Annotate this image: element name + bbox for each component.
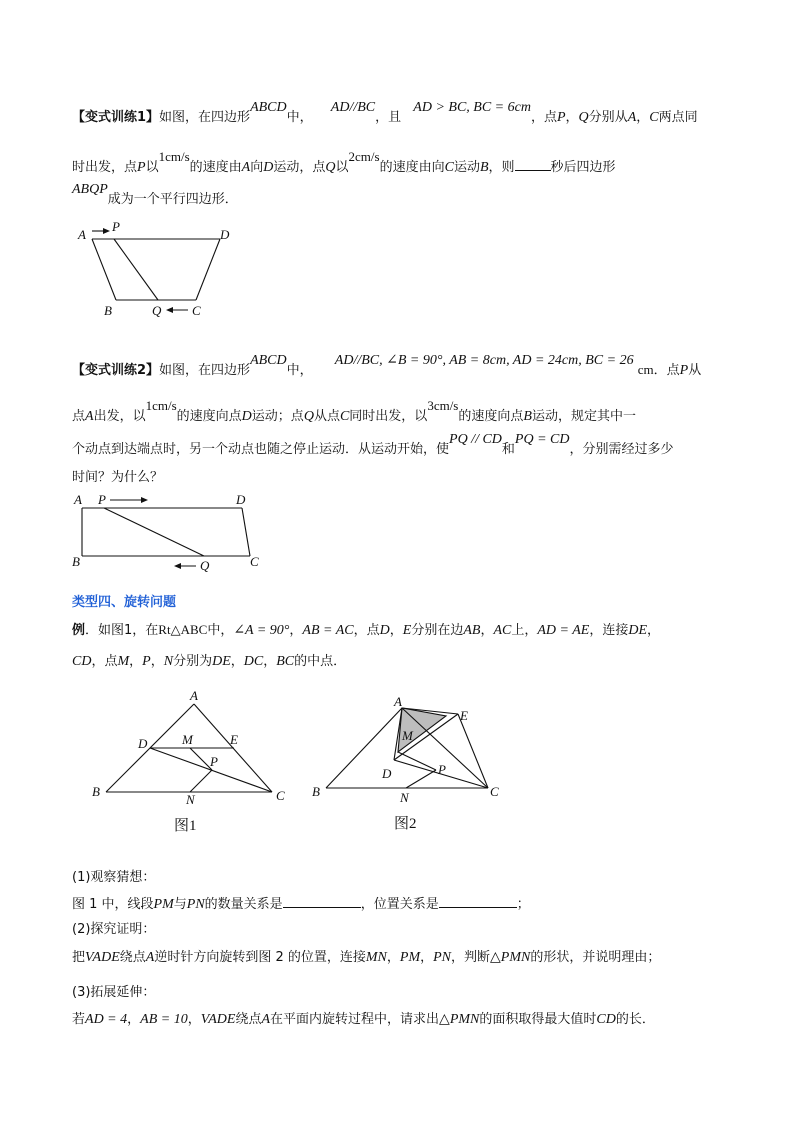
q3-heading: (3)拓展延伸： [72, 985, 156, 1000]
q1-line: 图 1 中，线段PM与PN的数量关系是 ，位置关系是 ； [72, 893, 530, 915]
fig3-label-p: P [210, 754, 218, 769]
fig3-label-m: M [182, 732, 193, 747]
fig4-label-m: M [402, 728, 413, 743]
fig4-label-p: P [438, 762, 446, 777]
fig4-label-n: N [400, 790, 409, 805]
fig3-label-c: C [276, 788, 285, 803]
fig1-label-q: Q [152, 303, 162, 318]
fig4-label-d: D [382, 766, 392, 781]
fig4-label-e: E [460, 708, 468, 723]
ex1-tag: 【变式训练1】 [72, 110, 160, 125]
q3-line: 若AD = 4，AB = 10，VADE绕点A在平面内旋转过程中，请求出△PMN的面积取得最大值时CD的长． [72, 1012, 655, 1027]
fig4-label-b: B [312, 784, 320, 799]
ex2-figure [70, 490, 270, 575]
fig3-label-b: B [92, 784, 100, 799]
fig2-label-p: P [98, 492, 106, 507]
ex1-answer-blank[interactable] [515, 156, 551, 171]
ex2-line-3: 个动点到达端点时，另一个动点也随之停止运动．从运动开始，使PQ // CD和PQ = CD，分别需经过多少 [72, 432, 674, 457]
fig4-caption: 图2 [394, 816, 417, 832]
fig4-label-c: C [490, 784, 499, 799]
example-figure-2 [306, 690, 516, 840]
ex1-line-3: ABQP成为一个平行四边形． [72, 182, 238, 207]
q1-position-blank[interactable] [439, 893, 517, 908]
fig3-label-d: D [138, 736, 148, 751]
q1-quantity-blank[interactable] [283, 893, 361, 908]
fig1-label-d: D [220, 227, 230, 242]
fig3-label-a: A [190, 690, 198, 703]
fig3-label-e: E [230, 732, 238, 747]
q2-heading: (2)探究证明： [72, 922, 156, 937]
example-figure-1 [86, 690, 296, 840]
ex2-line-2: 点A出发，以1cm/s的速度向点D运动；点Q从点C同时出发，以3cm/s的速度向点B运动，规定其中一 [72, 398, 636, 424]
fig3-caption: 图1 [174, 818, 197, 834]
example-line-2: CD，点M，P，N分别为DE，DC，BC的中点． [72, 654, 347, 669]
fig1-label-p: P [112, 219, 120, 234]
ex1-line-2: 时出发，点P以1cm/s的速度由A向D运动，点Q以2cm/s的速度由向C运动B，则 秒后四边形 [72, 149, 616, 175]
fig3-label-n: N [186, 792, 195, 807]
section-title: 类型四、旋转问题 [72, 595, 177, 610]
fig1-label-b: B [104, 303, 112, 318]
q1-heading: (1)观察猜想： [72, 870, 156, 885]
fig2-label-b: B [72, 554, 80, 569]
example-tag: 例 [72, 623, 86, 638]
fig2-label-d: D [236, 492, 246, 507]
ex1-figure [70, 215, 240, 325]
q2-line: 把VADE绕点A逆时针方向旋转到图 2 的位置，连接MN，PM，PN，判断△PMN的形状，并说明理由； [72, 950, 661, 965]
ex2-line-4: 时间？为什么？ [72, 470, 164, 485]
fig2-label-q: Q [200, 558, 210, 573]
ex2-line-1: 【变式训练2】如图，在四边形ABCD中， AD//BC, ∠B = 90°, AB = 8cm, AD = 24cm, BC = 26 cm．点P从 [72, 353, 702, 378]
example-line-1: 例．如图1，在Rt△ABC中，∠A = 90°，AB = AC，点D，E分别在边AB，AC上，AD = AE，连接DE， [72, 622, 661, 638]
fig2-label-a: A [74, 492, 82, 507]
fig1-label-c: C [192, 303, 201, 318]
fig4-label-a: A [394, 694, 402, 709]
fig2-label-c: C [250, 554, 259, 569]
ex2-tag: 【变式训练2】 [72, 363, 160, 378]
fig1-label-a: A [78, 227, 86, 242]
ex1-line-1: 【变式训练1】如图，在四边形ABCD中， AD//BC，且 AD > BC, BC = 6cm，点P，Q分别从A，C两点同 [72, 100, 698, 125]
